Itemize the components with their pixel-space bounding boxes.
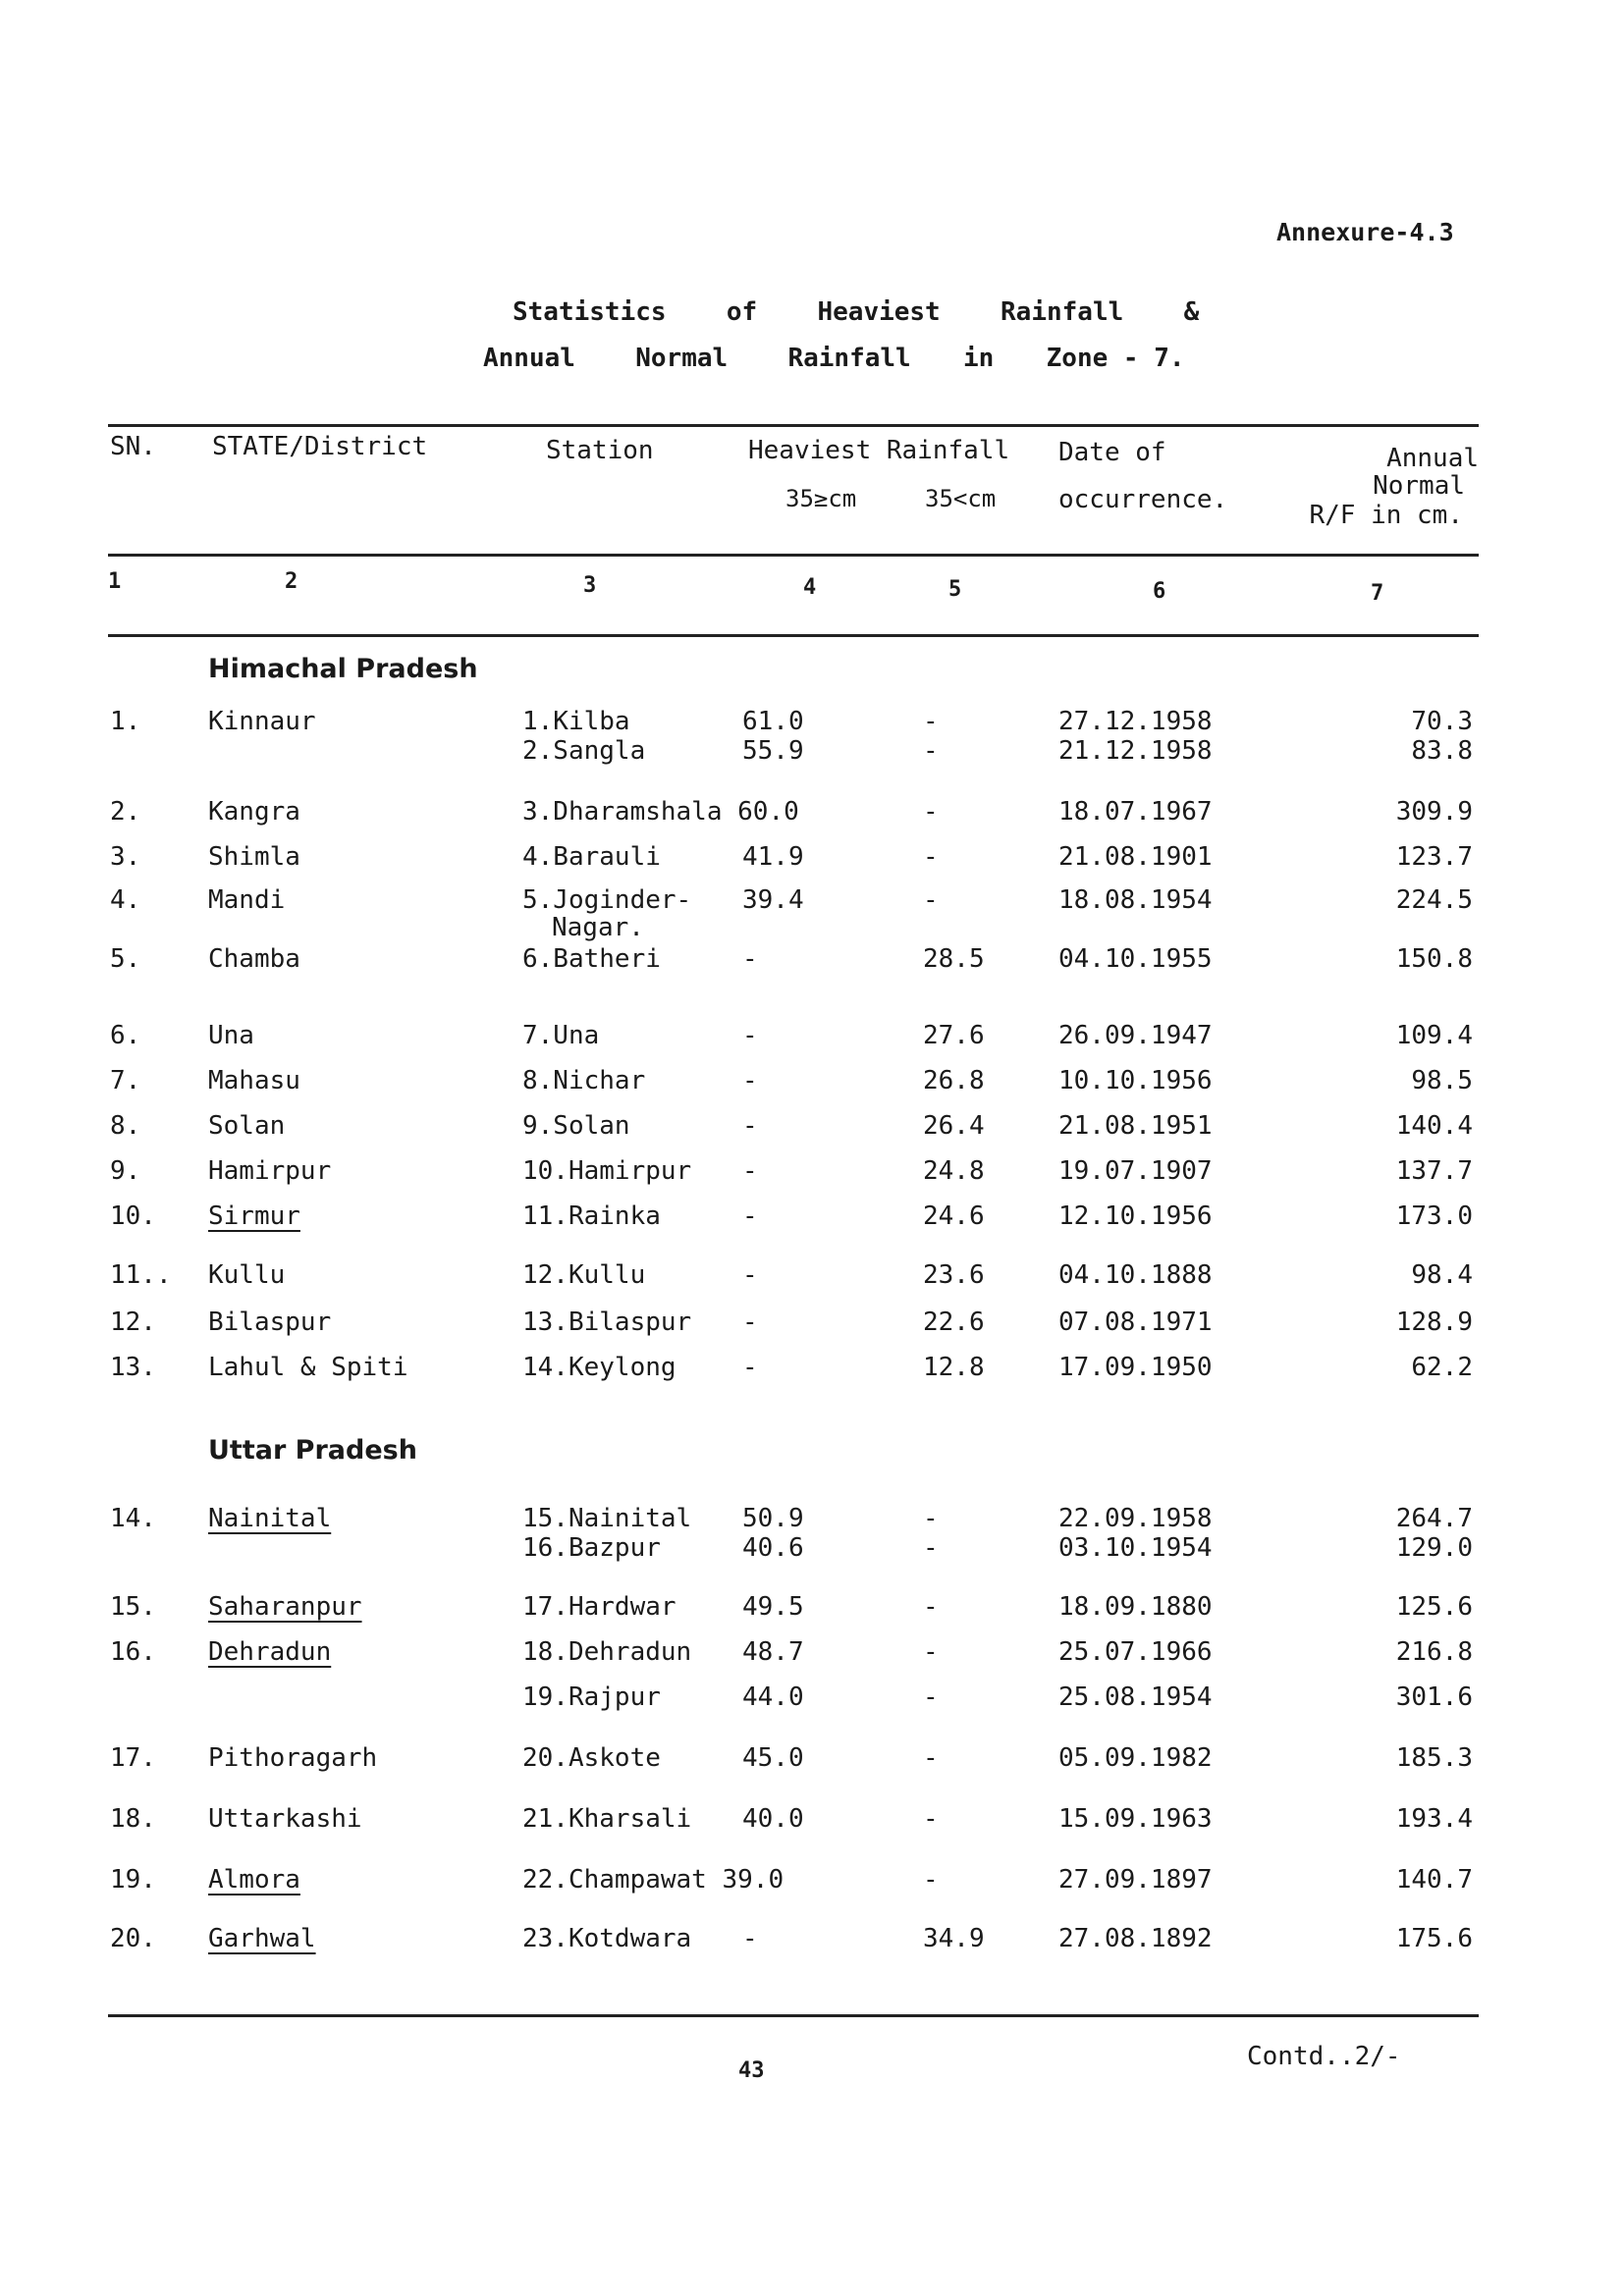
header-heaviest: Heaviest Rainfall [748, 436, 1010, 465]
cell-sn: 3. [110, 842, 141, 872]
cell-district: Uttarkashi [208, 1804, 362, 1834]
colnum: 2 [285, 569, 298, 594]
cell-date: 03.10.1954 [1058, 1533, 1213, 1563]
cell-h35lt: - [923, 1533, 939, 1563]
cell-h35ge: 41.9 [742, 842, 804, 872]
cell-h35lt: 34.9 [923, 1924, 985, 1953]
cell-h35ge: 40.6 [742, 1533, 804, 1563]
cell-h35ge: 39.4 [742, 885, 804, 915]
cell-h35ge: - [742, 1021, 758, 1050]
page-number: 43 [738, 2058, 765, 2083]
cell-h35lt: 26.8 [923, 1066, 985, 1095]
cell-district: Saharanpur [208, 1592, 362, 1622]
colnum: 4 [803, 575, 817, 600]
cell-station: 21.Kharsali [522, 1804, 692, 1834]
cell-date: 21.08.1951 [1058, 1111, 1213, 1141]
cell-annual: 193.4 [1395, 1804, 1473, 1834]
header-rule [108, 554, 1479, 557]
cell-station: 11.Rainka [522, 1201, 661, 1231]
cell-station: 23.Kotdwara [522, 1924, 692, 1953]
cell-h35lt: - [923, 1592, 939, 1622]
colnum: 5 [948, 577, 962, 602]
cell-station: 2.Sangla [522, 736, 646, 766]
cell-district: Mahasu [208, 1066, 300, 1095]
title-word: Rainfall [1001, 297, 1124, 327]
cell-h35ge: - [742, 1353, 758, 1382]
cell-h35ge: - [742, 1260, 758, 1290]
cell-annual: 309.9 [1395, 797, 1473, 827]
cell-h35lt: 27.6 [923, 1021, 985, 1050]
cell-station: 14.Keylong [522, 1353, 677, 1382]
cell-sn: 13. [110, 1353, 156, 1382]
colnum-rule [108, 634, 1479, 637]
cell-district: Shimla [208, 842, 300, 872]
cell-date: 18.08.1954 [1058, 885, 1213, 915]
cell-station: 20.Askote [522, 1743, 661, 1773]
title-word: Zone [1046, 344, 1109, 373]
cell-h35ge: - [742, 1924, 758, 1953]
cell-annual: 224.5 [1395, 885, 1473, 915]
cell-station: 16.Bazpur [522, 1533, 661, 1563]
cell-sn: 9. [110, 1156, 141, 1186]
header-date-1: Date of [1058, 438, 1166, 467]
title-word: in [963, 344, 995, 373]
cell-date: 27.08.1892 [1058, 1924, 1213, 1953]
header-annual-1: Annual [1386, 444, 1479, 473]
cell-sn: 15. [110, 1592, 156, 1622]
cell-annual: 137.7 [1395, 1156, 1473, 1186]
colnum: 1 [108, 569, 122, 594]
cell-h35ge: 44.0 [742, 1682, 804, 1712]
cell-h35lt: - [923, 736, 939, 766]
cell-station: 1.Kilba [522, 707, 630, 736]
cell-sn: 1. [110, 707, 141, 736]
cell-date: 17.09.1950 [1058, 1353, 1213, 1382]
continued-label: Contd..2/- [1247, 2042, 1401, 2071]
cell-district: Sirmur [208, 1201, 300, 1231]
cell-h35lt: 24.6 [923, 1201, 985, 1231]
cell-station: 3.Dharamshala 60.0 [522, 797, 799, 827]
cell-h35lt: - [923, 1865, 939, 1895]
cell-h35lt: - [923, 1682, 939, 1712]
title-word: Normal [635, 344, 729, 373]
title-word: & [1183, 297, 1200, 327]
cell-h35lt: - [923, 885, 939, 915]
cell-district: Almora [208, 1865, 300, 1895]
cell-station: 8.Nichar [522, 1066, 646, 1095]
cell-h35lt: 23.6 [923, 1260, 985, 1290]
cell-annual: 301.6 [1395, 1682, 1473, 1712]
cell-sn: 11.. [110, 1260, 172, 1290]
cell-district: Garhwal [208, 1924, 316, 1953]
cell-station: 6.Batheri [522, 944, 661, 974]
cell-sn: 18. [110, 1804, 156, 1834]
header-station: Station [546, 436, 654, 465]
title-line-2 [483, 344, 1185, 373]
cell-annual: 173.0 [1395, 1201, 1473, 1231]
header-date-2: occurrence. [1058, 485, 1228, 514]
colnum: 7 [1371, 581, 1384, 606]
header-state: STATE/District [212, 432, 428, 461]
colnum: 6 [1153, 579, 1166, 604]
cell-date: 22.09.1958 [1058, 1504, 1213, 1533]
cell-sn: 19. [110, 1865, 156, 1895]
cell-annual: 216.8 [1395, 1637, 1473, 1667]
header-annual-3: R/F in cm. [1309, 501, 1463, 530]
header-35ge: 35≥cm [785, 485, 857, 512]
cell-station: 4.Barauli [522, 842, 661, 872]
cell-date: 25.08.1954 [1058, 1682, 1213, 1712]
cell-h35lt: 28.5 [923, 944, 985, 974]
cell-district: Bilaspur [208, 1308, 332, 1337]
cell-district: Kullu [208, 1260, 286, 1290]
cell-station: 18.Dehradun [522, 1637, 692, 1667]
cell-h35ge: 49.5 [742, 1592, 804, 1622]
cell-h35lt: - [923, 842, 939, 872]
cell-date: 04.10.1888 [1058, 1260, 1213, 1290]
cell-station: 17.Hardwar [522, 1592, 677, 1622]
header-annual-2: Normal [1373, 471, 1465, 501]
cell-date: 05.09.1982 [1058, 1743, 1213, 1773]
top-rule [108, 424, 1479, 427]
cell-h35ge: 55.9 [742, 736, 804, 766]
cell-district: Nainital [208, 1504, 332, 1533]
cell-date: 10.10.1956 [1058, 1066, 1213, 1095]
cell-date: 25.07.1966 [1058, 1637, 1213, 1667]
cell-h35ge: - [742, 1201, 758, 1231]
cell-sn: 20. [110, 1924, 156, 1953]
cell-district: Solan [208, 1111, 286, 1141]
cell-h35lt: - [923, 707, 939, 736]
cell-annual: 140.4 [1395, 1111, 1473, 1141]
cell-date: 15.09.1963 [1058, 1804, 1213, 1834]
cell-station: 19.Rajpur [522, 1682, 661, 1712]
cell-h35lt: 24.8 [923, 1156, 985, 1186]
cell-station: 10.Hamirpur [522, 1156, 692, 1186]
cell-sn: 7. [110, 1066, 141, 1095]
cell-station: 13.Bilaspur [522, 1308, 692, 1337]
cell-date: 27.12.1958 [1058, 707, 1213, 736]
cell-h35lt: 26.4 [923, 1111, 985, 1141]
cell-h35lt: 12.8 [923, 1353, 985, 1382]
cell-sn: 10. [110, 1201, 156, 1231]
cell-sn: 5. [110, 944, 141, 974]
cell-district: Mandi [208, 885, 286, 915]
cell-h35ge: 61.0 [742, 707, 804, 736]
cell-district: Chamba [208, 944, 300, 974]
cell-date: 07.08.1971 [1058, 1308, 1213, 1337]
title-word: of [726, 297, 758, 327]
cell-district: Kinnaur [208, 707, 316, 736]
cell-sn: 12. [110, 1308, 156, 1337]
cell-annual: 70.3 [1411, 707, 1473, 736]
title-line-1 [513, 297, 1199, 327]
cell-annual: 109.4 [1395, 1021, 1473, 1050]
cell-annual: 175.6 [1395, 1924, 1473, 1953]
cell-date: 19.07.1907 [1058, 1156, 1213, 1186]
cell-station: 7.Una [522, 1021, 600, 1050]
cell-station: 5.Joginder- [522, 885, 692, 915]
cell-h35ge: 48.7 [742, 1637, 804, 1667]
cell-h35ge: 45.0 [742, 1743, 804, 1773]
header-35lt: 35<cm [925, 485, 997, 512]
cell-h35ge: - [742, 1156, 758, 1186]
cell-sn: 2. [110, 797, 141, 827]
cell-h35ge: 50.9 [742, 1504, 804, 1533]
cell-date: 12.10.1956 [1058, 1201, 1213, 1231]
title-word: Heaviest [817, 297, 941, 327]
cell-h35lt: - [923, 1743, 939, 1773]
cell-date: 04.10.1955 [1058, 944, 1213, 974]
cell-district: Hamirpur [208, 1156, 332, 1186]
colnum: 3 [583, 573, 597, 598]
cell-date: 21.08.1901 [1058, 842, 1213, 872]
cell-sn: 14. [110, 1504, 156, 1533]
cell-date: 26.09.1947 [1058, 1021, 1213, 1050]
cell-h35ge: - [742, 1066, 758, 1095]
cell-district: Kangra [208, 797, 300, 827]
title-word: Annual [483, 344, 575, 373]
cell-date: 18.09.1880 [1058, 1592, 1213, 1622]
cell-h35ge: - [742, 1111, 758, 1141]
cell-date: 21.12.1958 [1058, 736, 1213, 766]
section-heading: Uttar Pradesh [208, 1435, 417, 1466]
cell-station-continued: Nagar. [552, 913, 644, 942]
cell-annual: 62.2 [1411, 1353, 1473, 1382]
cell-sn: 6. [110, 1021, 141, 1050]
cell-annual: 98.4 [1411, 1260, 1473, 1290]
cell-h35lt: - [923, 1804, 939, 1834]
cell-district: Pithoragarh [208, 1743, 378, 1773]
cell-sn: 16. [110, 1637, 156, 1667]
cell-station: 12.Kullu [522, 1260, 646, 1290]
cell-annual: 264.7 [1395, 1504, 1473, 1533]
cell-date: 18.07.1967 [1058, 797, 1213, 827]
cell-annual: 140.7 [1395, 1865, 1473, 1895]
cell-district: Dehradun [208, 1637, 332, 1667]
title-word: Rainfall [787, 344, 911, 373]
cell-district: Una [208, 1021, 254, 1050]
cell-h35ge: 40.0 [742, 1804, 804, 1834]
cell-h35lt: - [923, 1637, 939, 1667]
cell-annual: 125.6 [1395, 1592, 1473, 1622]
cell-station: 22.Champawat 39.0 [522, 1865, 785, 1895]
cell-annual: 129.0 [1395, 1533, 1473, 1563]
annexure-label: Annexure-4.3 [1276, 218, 1454, 246]
cell-h35ge: - [742, 1308, 758, 1337]
cell-station: 9.Solan [522, 1111, 630, 1141]
cell-date: 27.09.1897 [1058, 1865, 1213, 1895]
section-heading: Himachal Pradesh [208, 654, 478, 684]
cell-sn: 4. [110, 885, 141, 915]
cell-annual: 83.8 [1411, 736, 1473, 766]
cell-h35ge: - [742, 944, 758, 974]
title-word: - [1122, 344, 1139, 373]
cell-annual: 128.9 [1395, 1308, 1473, 1337]
cell-h35lt: - [923, 1504, 939, 1533]
title-word: 7. [1154, 344, 1185, 373]
cell-station: 15.Nainital [522, 1504, 692, 1533]
cell-annual: 150.8 [1395, 944, 1473, 974]
cell-annual: 123.7 [1395, 842, 1473, 872]
header-sn: SN. [110, 432, 156, 461]
cell-annual: 185.3 [1395, 1743, 1473, 1773]
cell-h35lt: - [923, 797, 939, 827]
cell-sn: 17. [110, 1743, 156, 1773]
cell-h35lt: 22.6 [923, 1308, 985, 1337]
title-word: Statistics [513, 297, 667, 327]
cell-district: Lahul & Spiti [208, 1353, 408, 1382]
cell-sn: 8. [110, 1111, 141, 1141]
cell-annual: 98.5 [1411, 1066, 1473, 1095]
bottom-rule [108, 2014, 1479, 2017]
